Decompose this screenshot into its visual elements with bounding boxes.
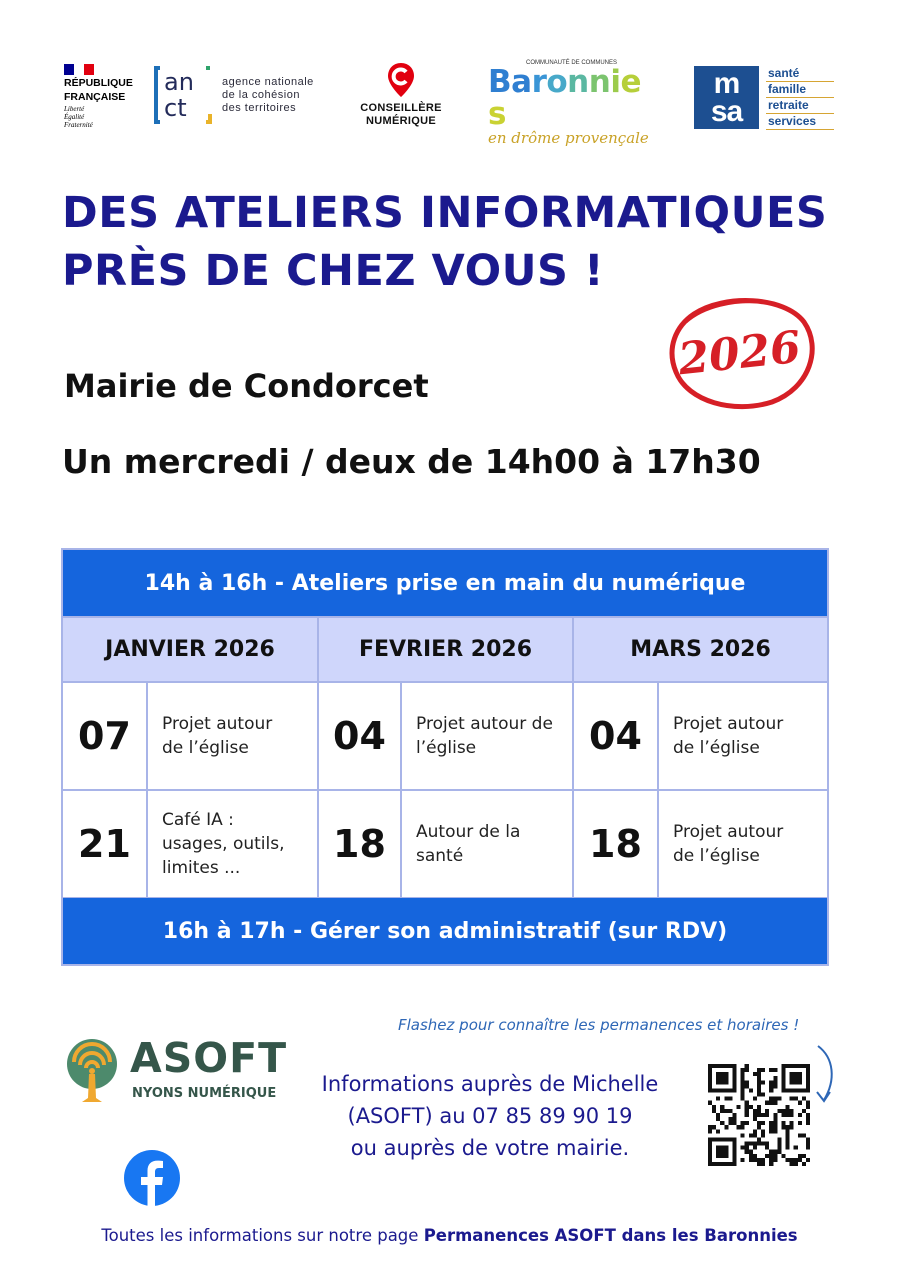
activity-text: Projet autour de l’église (402, 683, 574, 789)
republique-francaise-logo (64, 64, 144, 129)
asoft-name: ASOFT (130, 1034, 288, 1082)
republique-title-line1: RÉPUBLIQUE (64, 77, 133, 89)
bottom-info-prefix: Toutes les informations sur notre page (101, 1226, 424, 1245)
activity-text: Projet autour de l’église (148, 683, 319, 789)
msa-words (766, 66, 834, 130)
msa-word: famille (766, 82, 834, 98)
day-number: 07 (63, 683, 148, 789)
facebook-icon[interactable] (124, 1150, 180, 1206)
month-header: MARS 2026 (574, 616, 827, 683)
republique-flag-icon (64, 64, 94, 75)
schedule: Un mercredi / deux de 14h00 à 17h30 (62, 442, 761, 481)
msa-word: santé (766, 66, 834, 82)
qr-code-icon[interactable] (708, 1064, 810, 1166)
conseillere-line1: CONSEILLÈRE (360, 102, 442, 114)
activity-text: Projet autour de l’église (673, 822, 784, 866)
baronnies-letter: o (546, 64, 568, 100)
anct-logo (154, 62, 344, 128)
baronnies-letter: s (488, 96, 506, 132)
msa-logo (694, 66, 836, 130)
title-line1: DES ATELIERS INFORMATIQUES (62, 188, 828, 238)
msa-box-line1: m (713, 67, 740, 100)
republique-motto: Liberté Égalité Fraternité (64, 105, 93, 129)
baronnies-letter: n (588, 64, 611, 100)
asoft-page-link[interactable]: Permanences ASOFT dans les Baronnies (423, 1226, 798, 1245)
table-top-band: 14h à 16h - Ateliers prise en main du numérique (63, 550, 827, 616)
baronnies-small-text: COMMUNAUTÉ DE COMMUNES (526, 60, 617, 66)
day-number: 04 (574, 683, 659, 789)
partner-logos (0, 58, 899, 147)
activity-text: Projet autour de l’église (673, 714, 784, 758)
asoft-logo (66, 1034, 296, 1108)
curved-arrow-icon (808, 1044, 840, 1106)
day-number: 18 (319, 791, 402, 897)
day-number: 21 (63, 791, 148, 897)
conseillere-pin-icon (387, 62, 415, 98)
stamp-year: 2026 (675, 321, 804, 386)
conseillere-line2: NUMÉRIQUE (366, 115, 436, 127)
msa-word: retraite (766, 98, 834, 114)
day-number: 18 (574, 791, 659, 897)
msa-box (694, 66, 759, 129)
table-row (63, 791, 827, 899)
month-header: FEVRIER 2026 (319, 616, 574, 683)
baronnies-letter: a (511, 64, 532, 100)
flash-prompt: Flashez pour connaître les permanences et horaires ! (398, 1016, 800, 1034)
asoft-subtitle: NYONS NUMÉRIQUE (132, 1086, 277, 1101)
baronnies-main-text (488, 66, 656, 130)
republique-title-line2: FRANÇAISE (64, 91, 126, 103)
venue: Mairie de Condorcet (64, 367, 429, 405)
day-number: 04 (319, 683, 402, 789)
table-bottom-band: 16h à 17h - Gérer son administratif (sur RDV) (63, 898, 827, 964)
baronnies-sub-text: en drôme provençale (488, 129, 649, 147)
conseillere-numerique-logo (356, 62, 446, 128)
bottom-info (0, 1226, 899, 1245)
asoft-wifi-tree-icon (66, 1038, 120, 1104)
baronnies-letter: i (610, 64, 621, 100)
baronnies-letter: e (620, 64, 641, 100)
table-row (63, 683, 827, 791)
baronnies-letter: B (488, 64, 512, 100)
anct-mark-line1: an (164, 68, 194, 96)
msa-box-line2: sa (710, 95, 743, 128)
baronnies-letter: n (567, 64, 589, 100)
title-line2: PRÈS DE CHEZ VOUS ! (62, 246, 605, 296)
workshop-table (61, 548, 829, 966)
anct-mark-line2: ct (164, 94, 187, 122)
anct-text: agence nationale de la cohésion des territoires (222, 76, 314, 114)
baronnies-logo (488, 60, 656, 146)
page-title (62, 184, 852, 300)
msa-word: services (766, 114, 834, 130)
activity-text: Autour de la santé (402, 791, 574, 897)
contact-info: Informations auprès de Michelle (ASOFT) au 07 85 89 90 19 ou auprès de votre mairie. (321, 1072, 659, 1160)
baronnies-letter: r (531, 64, 547, 100)
baronnies-wordmark (488, 66, 656, 130)
year-stamp (664, 292, 816, 412)
anct-mark-icon (154, 62, 212, 128)
month-header: JANVIER 2026 (63, 616, 319, 683)
table-header (63, 616, 827, 683)
activity-text: Café IA : usages, outils, limites ... (148, 791, 319, 897)
